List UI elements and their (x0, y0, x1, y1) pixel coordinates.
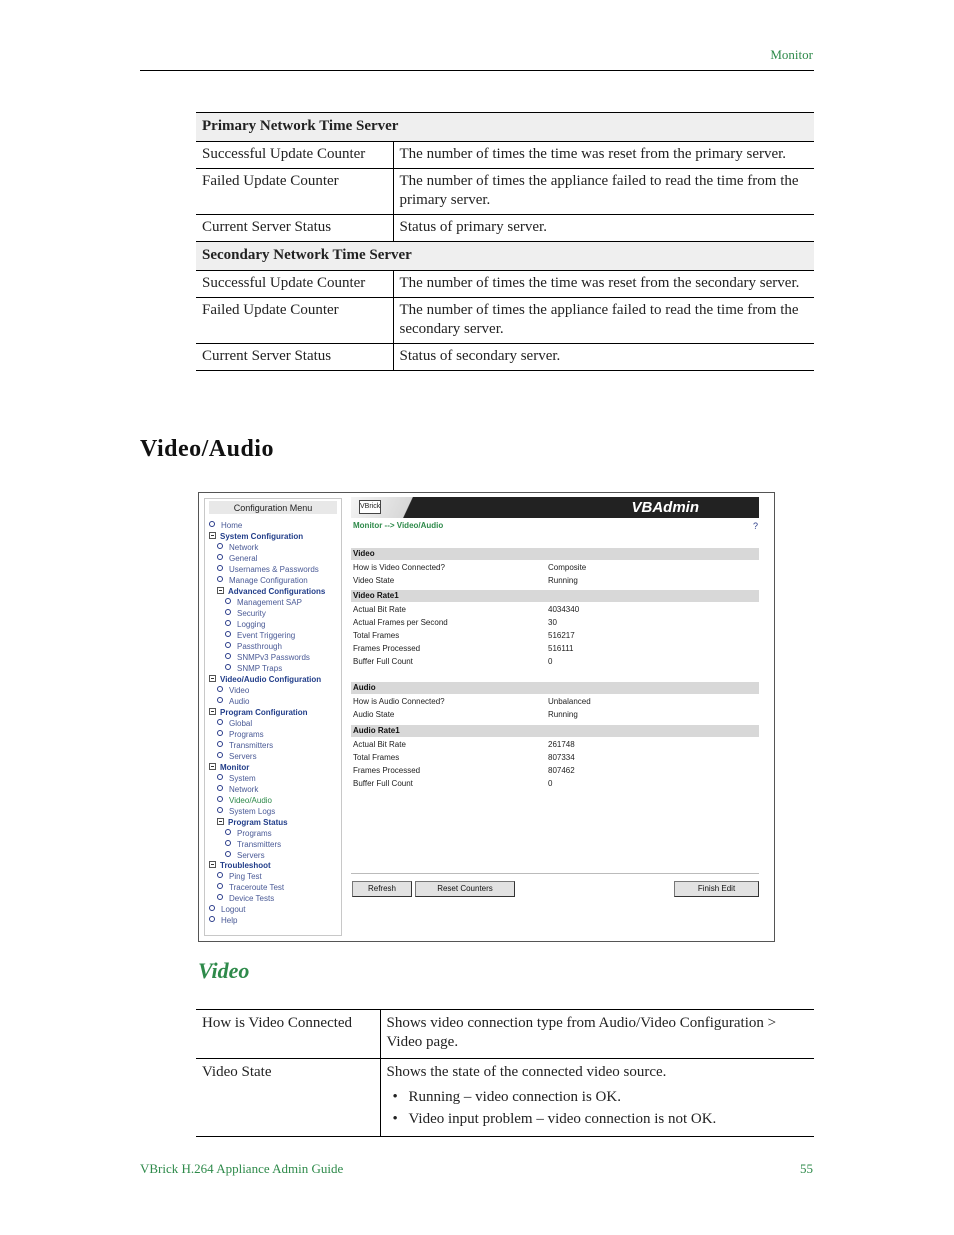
row-name: How is Video Connected (196, 1010, 380, 1059)
bullet-icon (225, 851, 231, 857)
bullet-icon (225, 631, 231, 637)
menu-item-video[interactable]: Video (217, 686, 249, 696)
footer-title: VBrick H.264 Appliance Admin Guide (140, 1161, 344, 1176)
menu-item-snmpv3[interactable]: SNMPv3 Passwords (225, 653, 310, 663)
menu-item-security[interactable]: Security (225, 609, 266, 619)
field-label: Actual Bit Rate (353, 740, 406, 749)
button-separator (351, 873, 759, 874)
ntp-table (196, 112, 814, 371)
table-row (196, 142, 814, 169)
field-value: 0 (548, 657, 553, 666)
finish-edit-button[interactable]: Finish Edit (674, 881, 759, 897)
menu-item-ps-transmitters[interactable]: Transmitters (225, 840, 281, 850)
table-row (196, 1010, 814, 1059)
list-item: • Running – video connection is OK. (409, 1086, 809, 1108)
bullet-icon (225, 653, 231, 659)
menu-item-home[interactable]: Home (209, 521, 242, 531)
table-row (196, 271, 814, 298)
row-name: Successful Update Counter (196, 142, 393, 169)
reset-counters-button[interactable]: Reset Counters (415, 881, 515, 897)
table-row (196, 215, 814, 242)
menu-item-programs[interactable]: Programs (217, 730, 264, 740)
bullet-icon (217, 719, 223, 725)
row-desc: The number of times the appliance failed to read the time from the secondary server. (393, 298, 814, 344)
bullet-icon (225, 664, 231, 670)
field-value: 30 (548, 618, 557, 627)
field-label: Frames Processed (353, 766, 421, 775)
menu-item-device-tests[interactable]: Device Tests (217, 894, 274, 904)
row-desc: The number of times the appliance failed to read the time from the primary server. (393, 169, 814, 215)
field-label: Buffer Full Count (353, 657, 413, 666)
row-name: Video State (196, 1059, 380, 1137)
bullet-icon (217, 554, 223, 560)
field-value: Unbalanced (548, 697, 591, 706)
menu-item-mgmt-sap[interactable]: Management SAP (225, 598, 302, 608)
subsection-heading: Video (198, 958, 250, 983)
bullet-icon (217, 894, 223, 900)
vbadmin-screenshot (198, 492, 775, 942)
vbrick-logo: VBrick (359, 500, 381, 514)
row-desc: Shows the state of the connected video source. (386, 1064, 667, 1080)
field-value: 516111 (548, 644, 574, 653)
refresh-button[interactable]: Refresh (352, 881, 412, 897)
table-row (196, 1059, 814, 1137)
collapse-icon[interactable] (209, 708, 216, 715)
bullet-icon (217, 576, 223, 582)
menu-item-mon-videoaudio[interactable]: Video/Audio (217, 796, 272, 806)
bullet-icon (217, 697, 223, 703)
bullet-list (387, 1086, 809, 1130)
bullet-icon (217, 785, 223, 791)
field-value: 807462 (548, 766, 575, 775)
row-name: Current Server Status (196, 215, 393, 242)
row-name: Failed Update Counter (196, 298, 393, 344)
primary-ntp-header: Primary Network Time Server (196, 113, 814, 142)
field-label: Actual Bit Rate (353, 605, 406, 614)
row-desc: The number of times the time was reset from the primary server. (393, 142, 814, 169)
collapse-icon[interactable] (209, 532, 216, 539)
row-name: Current Server Status (196, 344, 393, 371)
menu-item-mon-system[interactable]: System (217, 774, 256, 784)
bullet-icon (217, 883, 223, 889)
menu-group-system-configuration[interactable]: System Configuration (209, 532, 303, 542)
bullet-icon (217, 796, 223, 802)
field-label: Buffer Full Count (353, 779, 413, 788)
menu-item-audio[interactable]: Audio (217, 697, 249, 707)
field-label: Frames Processed (353, 644, 421, 653)
breadcrumb: Monitor --> Video/Audio (353, 521, 444, 530)
banner-title: VBAdmin (631, 499, 699, 516)
menu-item-manage-config[interactable]: Manage Configuration (217, 576, 308, 586)
configuration-menu (204, 498, 342, 936)
group-header-audio: Audio (351, 682, 759, 694)
field-value: 516217 (548, 631, 575, 640)
field-label: Actual Frames per Second (353, 618, 448, 627)
menu-item-general[interactable]: General (217, 554, 257, 564)
menu-item-help[interactable]: Help (209, 916, 237, 926)
field-value: Composite (548, 563, 587, 572)
video-table (196, 1009, 814, 1137)
bullet-icon (209, 916, 215, 922)
menu-group-monitor[interactable]: Monitor (209, 763, 249, 773)
field-label: How is Video Connected? (353, 563, 445, 572)
menu-item-passthrough[interactable]: Passthrough (225, 642, 282, 652)
field-value: Running (548, 710, 578, 719)
table-row (196, 298, 814, 344)
section-heading: Video/Audio (140, 436, 274, 462)
field-label: Audio State (353, 710, 395, 719)
menu-item-ps-servers[interactable]: Servers (225, 851, 265, 861)
row-desc: Status of primary server. (393, 215, 814, 242)
collapse-icon[interactable] (209, 675, 216, 682)
menu-item-event-triggering[interactable]: Event Triggering (225, 631, 295, 641)
group-header-video-rate: Video Rate1 (351, 590, 759, 602)
bullet-icon (209, 905, 215, 911)
table-row (196, 344, 814, 371)
bullet-icon (209, 521, 215, 527)
menu-item-mon-system-logs[interactable]: System Logs (217, 807, 275, 817)
bullet-icon (217, 686, 223, 692)
bullet-icon (225, 829, 231, 835)
field-label: Video State (353, 576, 395, 585)
bullet-icon (217, 741, 223, 747)
menu-item-usernames[interactable]: Usernames & Passwords (217, 565, 319, 575)
menu-item-servers[interactable]: Servers (217, 752, 257, 762)
menu-item-traceroute[interactable]: Traceroute Test (217, 883, 284, 893)
help-link[interactable]: ? (753, 521, 759, 531)
bullet-icon (217, 872, 223, 878)
header-rule (140, 70, 814, 71)
row-desc: Shows video connection type from Audio/Video Configuration > Video page. (380, 1010, 814, 1059)
row-desc: Status of secondary server. (393, 344, 814, 371)
menu-item-transmitters[interactable]: Transmitters (217, 741, 273, 751)
menu-group-troubleshoot[interactable]: Troubleshoot (209, 861, 271, 871)
collapse-icon[interactable] (209, 861, 216, 868)
menu-group-program-config[interactable]: Program Configuration (209, 708, 308, 718)
menu-group-advanced[interactable]: Advanced Configurations (217, 587, 325, 597)
row-name: Successful Update Counter (196, 271, 393, 298)
field-value: 4034340 (548, 605, 580, 614)
bullet-icon (217, 543, 223, 549)
field-label: Total Frames (353, 753, 400, 762)
row-desc-cell (380, 1059, 814, 1137)
row-desc: The number of times the time was reset from the secondary server. (393, 271, 814, 298)
list-item: • Video input problem – video connection is not OK. (409, 1108, 809, 1130)
bullet-icon (225, 609, 231, 615)
row-name: Failed Update Counter (196, 169, 393, 215)
page-number: 55 (800, 1161, 813, 1176)
bullet-icon (217, 752, 223, 758)
bullet-icon (217, 565, 223, 571)
menu-item-logging[interactable]: Logging (225, 620, 265, 630)
menu-title: Configuration Menu (233, 503, 313, 513)
menu-item-network[interactable]: Network (217, 543, 258, 553)
running-header-section: Monitor (770, 47, 813, 62)
collapse-icon[interactable] (217, 818, 224, 825)
bullet-icon (225, 840, 231, 846)
field-label: Total Frames (353, 631, 400, 640)
menu-item-ps-programs[interactable]: Programs (225, 829, 272, 839)
bullet-icon (217, 807, 223, 813)
bullet-icon (225, 642, 231, 648)
bullet-icon (225, 598, 231, 604)
menu-item-snmp-traps[interactable]: SNMP Traps (225, 664, 282, 674)
field-label: How is Audio Connected? (353, 697, 445, 706)
menu-item-ping-test[interactable]: Ping Test (217, 872, 262, 882)
field-value: Running (548, 576, 578, 585)
field-value: 261748 (548, 740, 575, 749)
collapse-icon[interactable] (209, 763, 216, 770)
bullet-icon (225, 620, 231, 626)
group-header-video: Video (351, 548, 759, 560)
menu-item-logout[interactable]: Logout (209, 905, 245, 915)
group-header-audio-rate: Audio Rate1 (351, 725, 759, 737)
menu-item-global[interactable]: Global (217, 719, 252, 729)
menu-item-mon-network[interactable]: Network (217, 785, 258, 795)
bullet-icon (217, 730, 223, 736)
menu-group-va-config[interactable]: Video/Audio Configuration (209, 675, 321, 685)
field-value: 807334 (548, 753, 575, 762)
secondary-ntp-header: Secondary Network Time Server (196, 242, 814, 271)
bullet-icon (217, 774, 223, 780)
table-row (196, 169, 814, 215)
vbadmin-banner (351, 497, 759, 518)
collapse-icon[interactable] (217, 587, 224, 594)
field-value: 0 (548, 779, 553, 788)
menu-group-program-status[interactable]: Program Status (217, 818, 288, 828)
